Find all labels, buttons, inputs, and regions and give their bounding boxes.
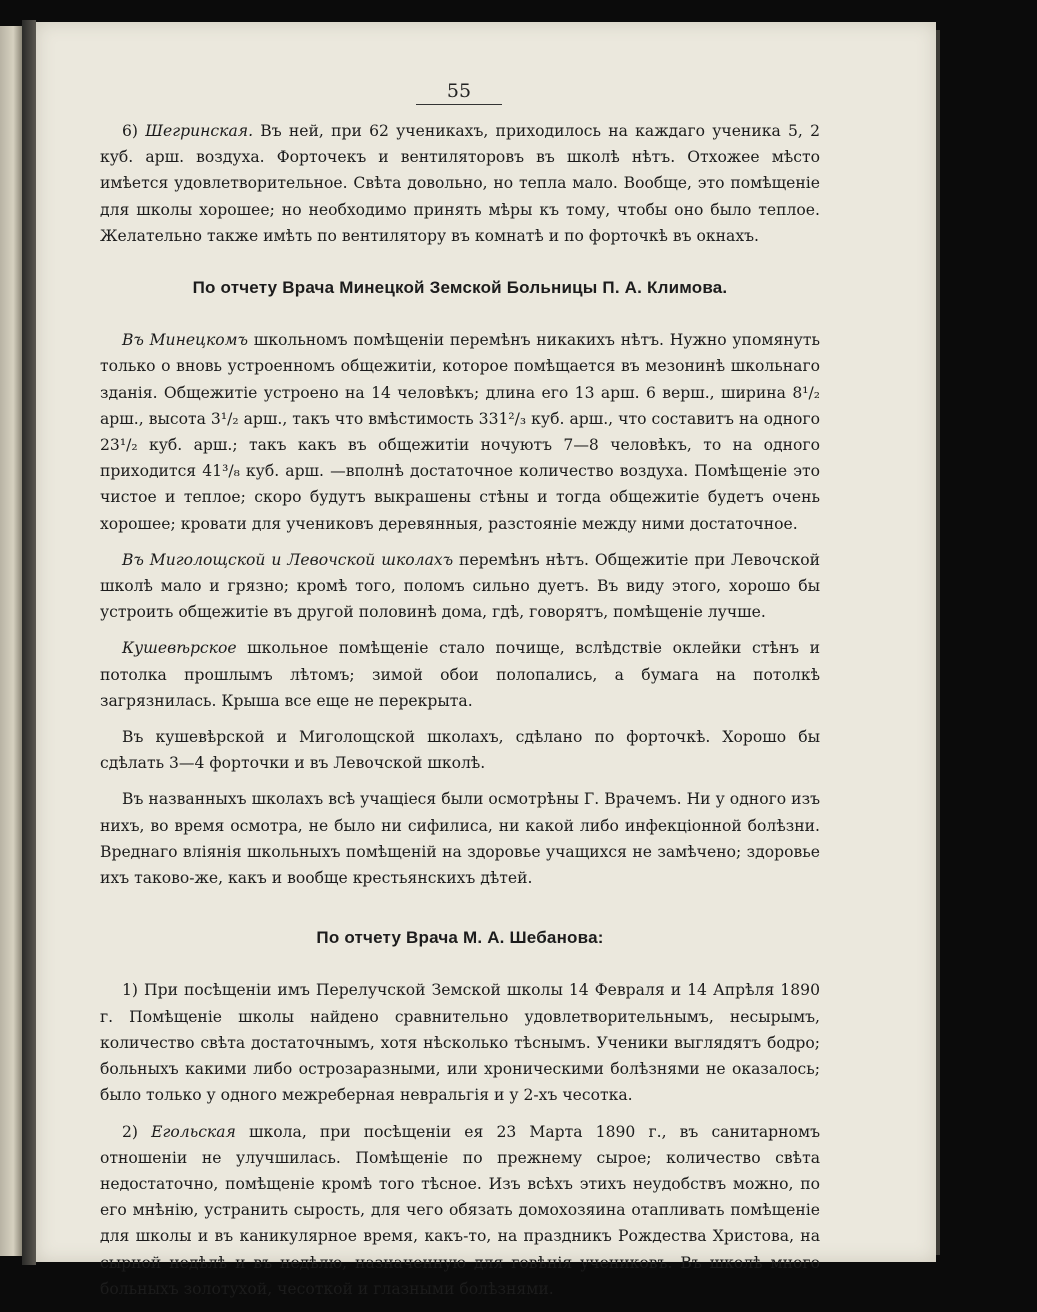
- text-run: 1) При посѣщеніи имъ Перелучской Земской школы 14 Февраля и 14 Апрѣля 1890 г. Помѣщеніе школы найдено сравнительно удовлетворительнымъ, несырымъ, количество свѣта достаточнымъ, хотя нѣсколько тѣснымъ. Ученики выглядятъ бодро; больныхъ какими либо острозаразными, или хроническими болѣзнями не оказалось; было только у одного межреберная невральгія и у 2-хъ чесотка.: [100, 981, 820, 1105]
- text-run: перемѣнъ нѣтъ. Общежитіе при Левочской школѣ мало и грязно; кромѣ того, поломъ сильно дуетъ. Въ виду этого, хорошо бы устроить общежитіе въ другой половинѣ дома, гдѣ, говорятъ, помѣщеніе лучше.: [100, 550, 821, 622]
- book-gutter: [22, 20, 36, 1265]
- page-number: 55: [416, 80, 502, 105]
- italic-text: Шегринская.: [145, 122, 254, 140]
- paragraph: [100, 635, 820, 714]
- page-right-edge: [936, 30, 940, 1255]
- paragraph: [100, 547, 820, 626]
- italic-text: Въ Минецкомъ: [122, 331, 248, 350]
- paragraph: [100, 977, 820, 1108]
- section-heading: По отчету Врача Минецкой Земской Больницы П. А. Климова.: [192, 278, 728, 298]
- section-heading: По отчету Врача М. А. Шебанова:: [316, 928, 604, 948]
- paragraph: [100, 327, 820, 537]
- page-body: [100, 118, 820, 1312]
- text-run: школа, при посѣщеніи ея 23 Марта 1890 г., въ санитарномъ отношеніи не улучшилась. Помѣщеніе по прежнему сырое; количество свѣта недостаточно, помѣщеніе кромѣ того тѣсное. Изъ всѣхъ этихъ неудобствъ можно, по его мнѣнію, устранить сырость, для чего обязать домохозяина отапливать помѣщеніе для школы и въ каникулярное время, какъ-то, на праздникъ Рождества Христова, на сырной недѣлѣ и въ недѣлю, назначенную для говѣнія учениковъ. Въ школѣ много больныхъ золотухой, чесоткой и глазными болѣзнями.: [100, 1122, 820, 1298]
- paragraph: [100, 724, 820, 776]
- italic-text: Въ Миголощской и Левочской школахъ: [122, 550, 454, 569]
- text-run: школьномъ помѣщеніи перемѣнъ никакихъ нѣтъ. Нужно упомянуть только о вновь устроенномъ общежитіи, которое помѣщается въ мезонинѣ школьнаго зданія. Общежитіе устроено на 14 человѣкъ; длина его 13 арш. 6 верш., ширина 8¹/₂ арш., высота 3¹/₂ арш., такъ что вмѣстимость 331²/₃ куб. арш., что составитъ на одного 23¹/₂ куб. арш.; такъ какъ въ общежитіи ночуютъ 7—8 человѣкъ, то на одного приходится 41³/₈ куб. арш. —вполнѣ достаточное количество воздуха. Помѣщеніе это чистое и теплое; скоро будутъ выкрашены стѣны и тогда общежитіе будетъ очень хорошее; кровати для учениковъ деревянныя, разстояніе между ними достаточное.: [100, 331, 820, 533]
- left-page-edge: [0, 26, 22, 1256]
- text-run: Въ ней, при 62 ученикахъ, приходилось на каждаго ученика 5, 2 куб. арш. воздуха. Форточекъ и вентиляторовъ въ школѣ нѣтъ. Отхожее мѣсто имѣется удовлетворительное. Свѣта довольно, но тепла мало. Вообще, это помѣщеніе для школы хорошее; но необходимо принять мѣры къ тому, чтобы оно было теплое. Желательно также имѣть по вентилятору въ комнатѣ и по форточкѣ въ окнахъ.: [100, 122, 820, 245]
- italic-text: Егольская: [151, 1122, 236, 1141]
- text-run: Въ названныхъ школахъ всѣ учащіеся были осмотрѣны Г. Врачемъ. Ни у одного изъ нихъ, во время осмотра, не было ни сифилиса, ни какой либо инфекціонной болѣзни. Вреднаго вліянія школьныхъ помѣщеній на здоровье учащихся не замѣчено; здоровье ихъ таково-же, какъ и вообще крестьянскихъ дѣтей.: [100, 790, 820, 888]
- text-run: школьное помѣщеніе стало почище, вслѣдствіе оклейки стѣнъ и потолка прошлымъ лѣтомъ; зимой обои полопались, а бумага на потолкѣ загрязнилась. Крыша все еще не перекрыта.: [100, 639, 820, 710]
- italic-text: Кушевѣрское: [122, 639, 237, 658]
- paragraph: [100, 118, 820, 249]
- document-page: [36, 22, 936, 1298]
- text-run: Въ кушевѣрской и Миголощской школахъ, сдѣлано по форточкѣ. Хорошо бы сдѣлать 3—4 форточки и въ Левочской школѣ.: [100, 728, 820, 773]
- paragraph: [100, 1119, 820, 1302]
- paragraph: [100, 786, 820, 891]
- text-run: 2): [122, 1122, 152, 1141]
- text-run: 6): [122, 122, 146, 140]
